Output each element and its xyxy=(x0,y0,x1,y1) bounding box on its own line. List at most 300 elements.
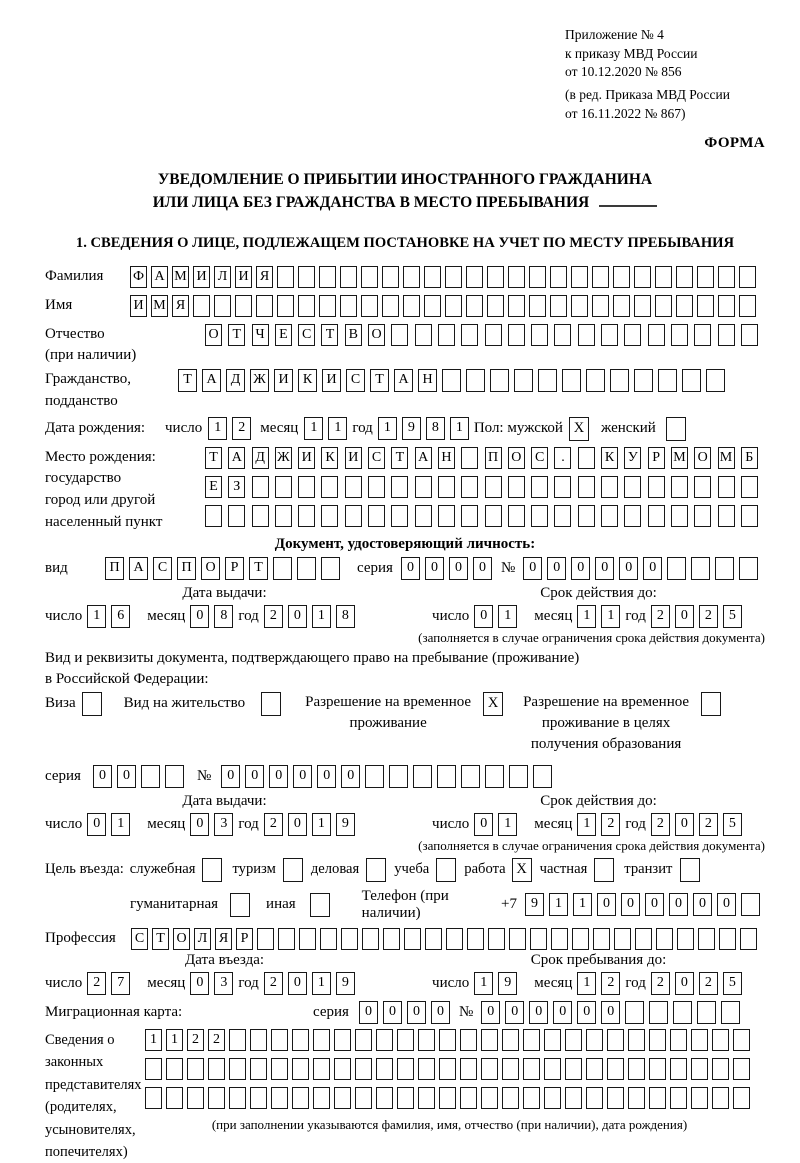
char-box[interactable]: 0 xyxy=(675,813,694,836)
char-box[interactable]: Я xyxy=(215,928,232,950)
char-box[interactable]: В xyxy=(345,324,362,346)
char-box[interactable]: 0 xyxy=(359,1001,378,1024)
char-box[interactable] xyxy=(376,1058,393,1080)
char-box[interactable]: Д xyxy=(226,369,245,392)
char-box[interactable] xyxy=(256,295,273,317)
char-box[interactable] xyxy=(601,324,618,346)
char-box[interactable] xyxy=(648,324,665,346)
char-box[interactable]: И xyxy=(274,369,293,392)
char-box[interactable]: Т xyxy=(370,369,389,392)
profession-input[interactable] xyxy=(131,928,761,950)
char-box[interactable] xyxy=(403,295,420,317)
char-box[interactable] xyxy=(544,1029,561,1051)
char-box[interactable]: 1 xyxy=(450,417,469,440)
char-box[interactable] xyxy=(271,1058,288,1080)
char-box[interactable] xyxy=(404,928,421,950)
char-box[interactable]: 0 xyxy=(288,972,307,995)
purpose-other-checkbox[interactable] xyxy=(310,893,334,917)
char-box[interactable] xyxy=(252,505,269,527)
char-box[interactable]: М xyxy=(172,266,189,288)
char-box[interactable] xyxy=(607,1058,624,1080)
char-box[interactable] xyxy=(594,858,614,882)
char-box[interactable] xyxy=(361,266,378,288)
purpose-official-checkbox[interactable] xyxy=(202,858,226,882)
char-box[interactable] xyxy=(299,928,316,950)
char-box[interactable]: 7 xyxy=(111,972,130,995)
doc-valid-month[interactable] xyxy=(577,605,625,628)
char-box[interactable] xyxy=(593,928,610,950)
char-box[interactable] xyxy=(391,324,408,346)
char-box[interactable]: Я xyxy=(256,266,273,288)
char-box[interactable] xyxy=(418,1029,435,1051)
birth-place-line-1[interactable] xyxy=(205,447,764,469)
char-box[interactable]: 1 xyxy=(111,813,130,836)
char-box[interactable] xyxy=(648,476,665,498)
char-box[interactable]: 0 xyxy=(571,557,590,580)
char-box[interactable] xyxy=(340,295,357,317)
char-box[interactable] xyxy=(502,1087,519,1109)
char-box[interactable]: Ф xyxy=(130,266,147,288)
char-box[interactable]: 0 xyxy=(87,813,106,836)
char-box[interactable] xyxy=(425,928,442,950)
char-box[interactable]: 0 xyxy=(93,765,112,788)
doc-series-input[interactable] xyxy=(401,557,497,580)
char-box[interactable]: 2 xyxy=(208,1029,225,1051)
char-box[interactable] xyxy=(682,369,701,392)
char-box[interactable]: X xyxy=(569,417,589,441)
char-box[interactable]: 1 xyxy=(378,417,397,440)
char-box[interactable] xyxy=(442,369,461,392)
char-box[interactable] xyxy=(634,266,651,288)
doc-number-input[interactable] xyxy=(523,557,763,580)
char-box[interactable] xyxy=(571,266,588,288)
char-box[interactable] xyxy=(413,765,432,788)
char-box[interactable]: 1 xyxy=(328,417,347,440)
char-box[interactable] xyxy=(531,324,548,346)
char-box[interactable] xyxy=(613,295,630,317)
char-box[interactable] xyxy=(741,893,760,916)
char-box[interactable] xyxy=(229,1058,246,1080)
char-box[interactable] xyxy=(628,1087,645,1109)
char-box[interactable] xyxy=(437,765,456,788)
char-box[interactable]: 1 xyxy=(87,605,106,628)
char-box[interactable] xyxy=(298,476,315,498)
char-box[interactable]: 0 xyxy=(645,893,664,916)
char-box[interactable]: И xyxy=(235,266,252,288)
char-box[interactable] xyxy=(187,1087,204,1109)
char-box[interactable] xyxy=(718,324,735,346)
char-box[interactable]: 0 xyxy=(341,765,360,788)
residence-issue-year[interactable] xyxy=(264,813,360,836)
char-box[interactable] xyxy=(671,324,688,346)
char-box[interactable] xyxy=(334,1029,351,1051)
name-input[interactable] xyxy=(130,295,760,317)
char-box[interactable] xyxy=(297,557,316,580)
char-box[interactable] xyxy=(514,369,533,392)
char-box[interactable] xyxy=(397,1087,414,1109)
char-box[interactable] xyxy=(508,295,525,317)
char-box[interactable]: 0 xyxy=(717,893,736,916)
char-box[interactable] xyxy=(275,505,292,527)
char-box[interactable] xyxy=(141,765,160,788)
char-box[interactable] xyxy=(292,1029,309,1051)
char-box[interactable]: 1 xyxy=(474,972,493,995)
char-box[interactable] xyxy=(277,266,294,288)
char-box[interactable]: 2 xyxy=(264,605,283,628)
char-box[interactable] xyxy=(230,893,250,917)
char-box[interactable]: 2 xyxy=(87,972,106,995)
char-box[interactable] xyxy=(403,266,420,288)
char-box[interactable]: 0 xyxy=(288,605,307,628)
char-box[interactable] xyxy=(362,928,379,950)
char-box[interactable] xyxy=(321,557,340,580)
char-box[interactable]: О xyxy=(694,447,711,469)
char-box[interactable]: 1 xyxy=(312,605,331,628)
char-box[interactable] xyxy=(214,295,231,317)
char-box[interactable] xyxy=(694,324,711,346)
char-box[interactable] xyxy=(739,295,756,317)
char-box[interactable]: Ж xyxy=(275,447,292,469)
char-box[interactable] xyxy=(461,476,478,498)
char-box[interactable] xyxy=(166,1087,183,1109)
char-box[interactable]: 5 xyxy=(723,605,742,628)
char-box[interactable] xyxy=(550,266,567,288)
char-box[interactable] xyxy=(523,1029,540,1051)
char-box[interactable] xyxy=(676,295,693,317)
char-box[interactable] xyxy=(145,1087,162,1109)
char-box[interactable]: 0 xyxy=(425,557,444,580)
char-box[interactable]: 0 xyxy=(317,765,336,788)
char-box[interactable] xyxy=(439,1029,456,1051)
char-box[interactable]: И xyxy=(345,447,362,469)
char-box[interactable] xyxy=(655,266,672,288)
patronymic-input[interactable] xyxy=(205,324,764,346)
char-box[interactable]: 0 xyxy=(383,1001,402,1024)
char-box[interactable] xyxy=(628,1058,645,1080)
char-box[interactable]: 1 xyxy=(145,1029,162,1051)
char-box[interactable] xyxy=(461,765,480,788)
char-box[interactable] xyxy=(578,505,595,527)
char-box[interactable] xyxy=(706,369,725,392)
char-box[interactable]: 3 xyxy=(214,972,233,995)
char-box[interactable]: 0 xyxy=(474,605,493,628)
char-box[interactable] xyxy=(208,1087,225,1109)
char-box[interactable] xyxy=(228,505,245,527)
migration-number-input[interactable] xyxy=(481,1001,745,1024)
char-box[interactable] xyxy=(624,324,641,346)
birth-day-input[interactable] xyxy=(208,417,256,440)
char-box[interactable]: Р xyxy=(236,928,253,950)
char-box[interactable] xyxy=(487,266,504,288)
char-box[interactable]: 0 xyxy=(190,972,209,995)
char-box[interactable] xyxy=(719,928,736,950)
char-box[interactable]: 0 xyxy=(621,893,640,916)
char-box[interactable]: 0 xyxy=(675,972,694,995)
char-box[interactable] xyxy=(229,1029,246,1051)
char-box[interactable]: Е xyxy=(275,324,292,346)
char-box[interactable] xyxy=(415,476,432,498)
char-box[interactable] xyxy=(673,1001,692,1024)
char-box[interactable]: О xyxy=(368,324,385,346)
char-box[interactable]: 0 xyxy=(407,1001,426,1024)
char-box[interactable]: 0 xyxy=(523,557,542,580)
stay-year[interactable] xyxy=(651,972,747,995)
residence-number-input[interactable] xyxy=(221,765,557,788)
representatives-line-2[interactable] xyxy=(145,1058,754,1080)
residence-issue-day[interactable] xyxy=(87,813,135,836)
char-box[interactable] xyxy=(578,324,595,346)
char-box[interactable] xyxy=(391,505,408,527)
char-box[interactable] xyxy=(565,1058,582,1080)
char-box[interactable] xyxy=(712,1029,729,1051)
char-box[interactable] xyxy=(485,476,502,498)
char-box[interactable] xyxy=(614,928,631,950)
char-box[interactable]: 8 xyxy=(336,605,355,628)
char-box[interactable]: 1 xyxy=(577,605,596,628)
char-box[interactable] xyxy=(461,324,478,346)
char-box[interactable] xyxy=(257,928,274,950)
char-box[interactable] xyxy=(389,765,408,788)
residence-valid-month[interactable] xyxy=(577,813,625,836)
char-box[interactable] xyxy=(193,295,210,317)
char-box[interactable] xyxy=(466,266,483,288)
char-box[interactable]: Ч xyxy=(252,324,269,346)
char-box[interactable] xyxy=(671,476,688,498)
char-box[interactable]: С xyxy=(346,369,365,392)
char-box[interactable] xyxy=(298,295,315,317)
char-box[interactable] xyxy=(82,692,102,716)
char-box[interactable]: 1 xyxy=(312,972,331,995)
sex-male-checkbox[interactable] xyxy=(569,417,593,441)
char-box[interactable]: Б xyxy=(741,447,758,469)
char-box[interactable] xyxy=(578,476,595,498)
char-box[interactable]: Т xyxy=(152,928,169,950)
char-box[interactable]: П xyxy=(105,557,124,580)
char-box[interactable] xyxy=(649,1001,668,1024)
char-box[interactable] xyxy=(624,505,641,527)
char-box[interactable] xyxy=(208,1058,225,1080)
char-box[interactable] xyxy=(490,369,509,392)
char-box[interactable] xyxy=(340,266,357,288)
char-box[interactable] xyxy=(292,1058,309,1080)
char-box[interactable] xyxy=(648,505,665,527)
char-box[interactable] xyxy=(298,505,315,527)
char-box[interactable] xyxy=(397,1058,414,1080)
char-box[interactable] xyxy=(298,266,315,288)
char-box[interactable] xyxy=(697,295,714,317)
char-box[interactable] xyxy=(466,295,483,317)
char-box[interactable] xyxy=(691,1029,708,1051)
birth-year-input[interactable] xyxy=(378,417,474,440)
char-box[interactable] xyxy=(187,1058,204,1080)
char-box[interactable] xyxy=(586,1058,603,1080)
char-box[interactable] xyxy=(697,266,714,288)
char-box[interactable] xyxy=(533,765,552,788)
char-box[interactable]: С xyxy=(298,324,315,346)
char-box[interactable] xyxy=(250,1029,267,1051)
char-box[interactable] xyxy=(321,505,338,527)
char-box[interactable]: 0 xyxy=(597,893,616,916)
char-box[interactable]: И xyxy=(130,295,147,317)
doc-type-input[interactable] xyxy=(105,557,345,580)
char-box[interactable] xyxy=(554,505,571,527)
purpose-humanitarian-checkbox[interactable] xyxy=(230,893,254,917)
char-box[interactable]: 1 xyxy=(577,972,596,995)
char-box[interactable] xyxy=(529,266,546,288)
char-box[interactable]: 1 xyxy=(208,417,227,440)
char-box[interactable] xyxy=(718,266,735,288)
representatives-line-1[interactable] xyxy=(145,1029,754,1051)
residence-valid-day[interactable] xyxy=(474,813,522,836)
char-box[interactable] xyxy=(733,1058,750,1080)
char-box[interactable] xyxy=(467,928,484,950)
char-box[interactable] xyxy=(571,295,588,317)
char-box[interactable] xyxy=(382,266,399,288)
char-box[interactable] xyxy=(229,1087,246,1109)
residence-issue-month[interactable] xyxy=(190,813,238,836)
char-box[interactable]: 1 xyxy=(601,605,620,628)
char-box[interactable] xyxy=(739,266,756,288)
char-box[interactable] xyxy=(460,1058,477,1080)
char-box[interactable]: К xyxy=(601,447,618,469)
char-box[interactable] xyxy=(712,1087,729,1109)
char-box[interactable] xyxy=(438,476,455,498)
char-box[interactable] xyxy=(273,557,292,580)
char-box[interactable]: 0 xyxy=(269,765,288,788)
char-box[interactable] xyxy=(550,295,567,317)
stay-month[interactable] xyxy=(577,972,625,995)
char-box[interactable] xyxy=(292,1087,309,1109)
purpose-private-checkbox[interactable] xyxy=(594,858,618,882)
char-box[interactable]: П xyxy=(177,557,196,580)
char-box[interactable]: А xyxy=(228,447,245,469)
char-box[interactable] xyxy=(676,266,693,288)
char-box[interactable] xyxy=(366,858,386,882)
char-box[interactable] xyxy=(438,324,455,346)
char-box[interactable]: С xyxy=(531,447,548,469)
char-box[interactable] xyxy=(436,858,456,882)
char-box[interactable]: И xyxy=(193,266,210,288)
char-box[interactable] xyxy=(502,1029,519,1051)
char-box[interactable] xyxy=(601,505,618,527)
purpose-tourism-checkbox[interactable] xyxy=(283,858,307,882)
char-box[interactable] xyxy=(531,476,548,498)
char-box[interactable] xyxy=(415,324,432,346)
char-box[interactable] xyxy=(439,1087,456,1109)
char-box[interactable] xyxy=(741,324,758,346)
char-box[interactable]: О xyxy=(205,324,222,346)
doc-issue-day[interactable] xyxy=(87,605,135,628)
char-box[interactable] xyxy=(487,295,504,317)
char-box[interactable] xyxy=(424,295,441,317)
char-box[interactable]: 9 xyxy=(525,893,544,916)
char-box[interactable]: 0 xyxy=(675,605,694,628)
char-box[interactable] xyxy=(508,476,525,498)
char-box[interactable] xyxy=(508,505,525,527)
birth-place-line-3[interactable] xyxy=(205,505,764,527)
char-box[interactable] xyxy=(531,505,548,527)
char-box[interactable]: Т xyxy=(205,447,222,469)
char-box[interactable] xyxy=(592,266,609,288)
char-box[interactable]: М xyxy=(671,447,688,469)
char-box[interactable] xyxy=(607,1029,624,1051)
entry-month[interactable] xyxy=(190,972,238,995)
char-box[interactable] xyxy=(445,295,462,317)
char-box[interactable] xyxy=(529,295,546,317)
char-box[interactable]: 2 xyxy=(699,813,718,836)
char-box[interactable] xyxy=(691,1087,708,1109)
char-box[interactable] xyxy=(670,1058,687,1080)
char-box[interactable] xyxy=(310,893,330,917)
char-box[interactable] xyxy=(368,476,385,498)
char-box[interactable] xyxy=(741,476,758,498)
char-box[interactable]: 2 xyxy=(232,417,251,440)
char-box[interactable] xyxy=(698,928,715,950)
char-box[interactable] xyxy=(625,1001,644,1024)
char-box[interactable] xyxy=(278,928,295,950)
char-box[interactable] xyxy=(718,295,735,317)
char-box[interactable] xyxy=(320,928,337,950)
char-box[interactable] xyxy=(592,295,609,317)
char-box[interactable] xyxy=(658,369,677,392)
char-box[interactable] xyxy=(649,1087,666,1109)
char-box[interactable]: 0 xyxy=(643,557,662,580)
stay-day[interactable] xyxy=(474,972,522,995)
residence-series-input[interactable] xyxy=(93,765,189,788)
char-box[interactable] xyxy=(391,476,408,498)
char-box[interactable]: 2 xyxy=(264,813,283,836)
char-box[interactable]: 0 xyxy=(117,765,136,788)
char-box[interactable]: 0 xyxy=(288,813,307,836)
char-box[interactable] xyxy=(565,1087,582,1109)
char-box[interactable] xyxy=(383,928,400,950)
char-box[interactable] xyxy=(166,1058,183,1080)
char-box[interactable] xyxy=(418,1058,435,1080)
char-box[interactable]: 9 xyxy=(336,813,355,836)
char-box[interactable] xyxy=(634,295,651,317)
purpose-study-checkbox[interactable] xyxy=(436,858,460,882)
char-box[interactable] xyxy=(345,505,362,527)
char-box[interactable] xyxy=(376,1029,393,1051)
char-box[interactable]: О xyxy=(508,447,525,469)
char-box[interactable] xyxy=(691,557,710,580)
char-box[interactable] xyxy=(554,324,571,346)
char-box[interactable] xyxy=(508,266,525,288)
char-box[interactable]: . xyxy=(554,447,571,469)
char-box[interactable] xyxy=(715,557,734,580)
purpose-transit-checkbox[interactable] xyxy=(680,858,704,882)
char-box[interactable] xyxy=(697,1001,716,1024)
sex-female-checkbox[interactable] xyxy=(666,417,690,441)
char-box[interactable] xyxy=(485,765,504,788)
char-box[interactable]: Р xyxy=(225,557,244,580)
visa-checkbox[interactable] xyxy=(82,692,106,716)
char-box[interactable]: 1 xyxy=(549,893,568,916)
char-box[interactable]: 6 xyxy=(111,605,130,628)
migration-series-input[interactable] xyxy=(359,1001,455,1024)
char-box[interactable]: 0 xyxy=(481,1001,500,1024)
char-box[interactable] xyxy=(275,476,292,498)
char-box[interactable] xyxy=(613,266,630,288)
char-box[interactable] xyxy=(446,928,463,950)
char-box[interactable]: 9 xyxy=(498,972,517,995)
char-box[interactable] xyxy=(361,295,378,317)
char-box[interactable]: 8 xyxy=(214,605,233,628)
char-box[interactable]: Н xyxy=(418,369,437,392)
char-box[interactable] xyxy=(376,1087,393,1109)
edu-residence-checkbox[interactable] xyxy=(701,692,725,716)
char-box[interactable]: 0 xyxy=(293,765,312,788)
